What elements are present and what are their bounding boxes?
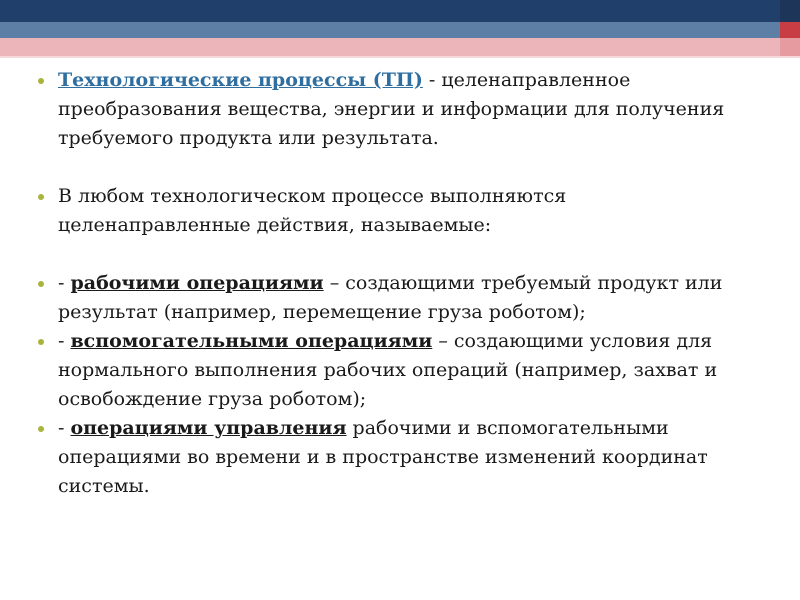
bullet-dot-icon	[38, 281, 44, 287]
term-auxiliary-operations: вспомогательными операциями	[70, 330, 433, 352]
bullet-dot-icon	[38, 426, 44, 432]
term-working-operations: рабочими операциями	[70, 272, 324, 294]
header-divider	[0, 56, 800, 58]
item-text: – создающими требуемый продукт или результат (например, перемещение груза роботом);	[58, 272, 723, 323]
header-band-dark	[0, 0, 780, 22]
bullet-item-control-operations	[36, 414, 756, 501]
spacer	[36, 153, 756, 182]
bullet-item-working-operations	[36, 269, 756, 327]
item-text: рабочими и вспомогательными операциями во времени и в пространстве изменений координат системы.	[58, 417, 708, 497]
slide-body	[36, 66, 756, 501]
header-band-mid	[0, 22, 780, 38]
item-prefix: -	[58, 417, 71, 439]
header-band-pink	[0, 38, 780, 56]
spacer	[36, 240, 756, 269]
bullet-item-auxiliary-operations	[36, 327, 756, 414]
bullet-dot-icon	[38, 339, 44, 345]
bullet-item-definition	[36, 66, 756, 153]
bullet-dot-icon	[38, 194, 44, 200]
term-control-operations: операциями управления	[70, 417, 347, 439]
item-prefix: -	[58, 272, 71, 294]
item-prefix: -	[58, 330, 71, 352]
bullet-dot-icon	[38, 78, 44, 84]
header-band-red-corner	[780, 22, 800, 38]
header-band-pink-corner	[780, 38, 800, 56]
term-tp-link[interactable]: Технологические процессы (ТП)	[58, 69, 423, 91]
item-text: - целенаправленное преобразования вещества, энергии и информации для получения требуемого продукта или результата.	[58, 69, 725, 149]
item-text: – создающими условия для нормального выполнения рабочих операций (например, захват и освобождение груза роботом);	[58, 330, 718, 410]
item-text: В любом технологическом процессе выполняются целенаправленные действия, называемые:	[58, 185, 567, 236]
bullet-item-intro	[36, 182, 756, 240]
header-band-dark-corner	[780, 0, 800, 22]
